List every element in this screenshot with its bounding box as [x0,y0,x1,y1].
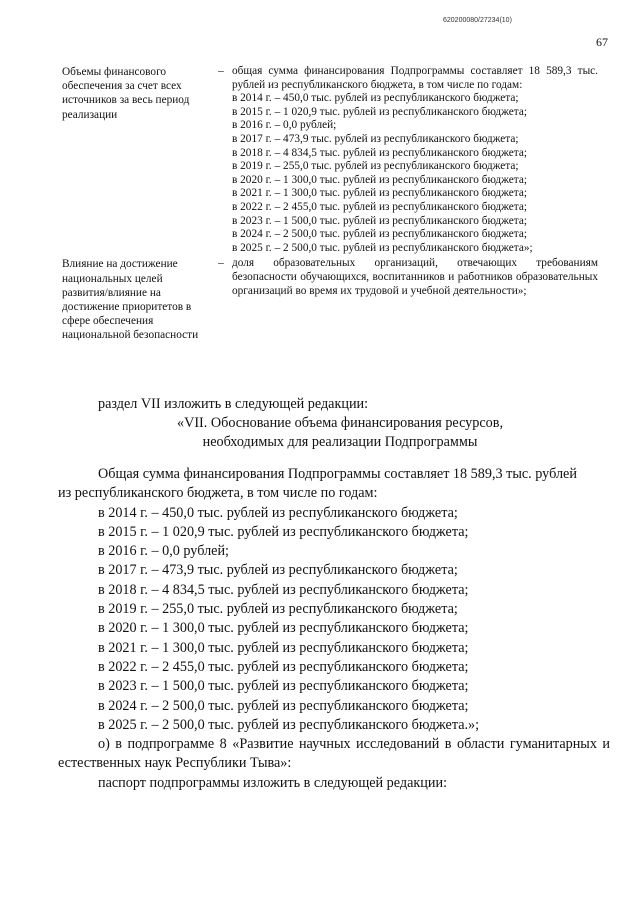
total-paragraph-line-2: из республиканского бюджета, в том числе по годам: [58,485,378,502]
financing-line: в 2023 г. – 1 500,0 тыс. рублей из республиканского бюджета; [232,214,527,227]
financing-line: в 2018 г. – 4 834,5 тыс. рублей из республиканского бюджета; [232,146,527,159]
financing-line: в 2020 г. – 1 300,0 тыс. рублей из республиканского бюджета; [232,173,527,186]
year-line: в 2016 г. – 0,0 рублей; [98,543,229,560]
passport-row-goals [58,257,598,342]
passport-table [58,65,598,343]
subprogram-8-paragraph: о) в подпрограмме 8 «Развитие научных исследований в области гуманитарных и естественных наук Республики Тыва»: [58,736,610,772]
year-line: в 2019 г. – 255,0 тыс. рублей из республиканского бюджета; [98,601,458,618]
year-line: в 2014 г. – 450,0 тыс. рублей из республиканского бюджета; [98,504,458,521]
financing-line: в 2021 г. – 1 300,0 тыс. рублей из республиканского бюджета; [232,187,527,200]
year-line: в 2015 г. – 1 020,9 тыс. рублей из республиканского бюджета; [98,523,469,540]
financing-line: в 2024 г. – 2 500,0 тыс. рублей из республиканского бюджета; [232,228,527,241]
financing-line: в 2025 г. – 2 500,0 тыс. рублей из республиканского бюджета»; [232,241,533,254]
financing-line: в 2017 г. – 473,9 тыс. рублей из республиканского бюджета; [232,132,519,145]
row-label: Объемы финансового обеспечения за счет всех источников за весь период реализации [62,66,190,121]
passport-paragraph: паспорт подпрограммы изложить в следующей редакции: [98,774,448,791]
year-line: в 2025 г. – 2 500,0 тыс. рублей из республиканского бюджета.»; [98,716,480,733]
year-line: в 2017 г. – 473,9 тыс. рублей из республиканского бюджета; [98,562,458,579]
row-dash: – [218,257,224,270]
financing-line: в 2014 г. – 450,0 тыс. рублей из республиканского бюджета; [232,92,519,105]
year-line: в 2023 г. – 1 500,0 тыс. рублей из республиканского бюджета; [98,678,469,695]
year-line: в 2018 г. – 4 834,5 тыс. рублей из республиканского бюджета; [98,581,469,598]
financing-line: в 2019 г. – 255,0 тыс. рублей из республиканского бюджета; [232,160,519,173]
section-title [150,414,530,453]
financing-intro: общая сумма финансирования Подпрограммы составляет 18 589,3 тыс. рублей из республиканского бюджета, в том числе по годам: [232,65,598,91]
main-body [58,465,610,793]
year-line: в 2022 г. – 2 455,0 тыс. рублей из республиканского бюджета; [98,658,469,675]
page-number: 67 [596,35,608,49]
year-line: в 2021 г. – 1 300,0 тыс. рублей из республиканского бюджета; [98,639,469,656]
section-intro [58,395,610,414]
financing-line: в 2015 г. – 1 020,9 тыс. рублей из республиканского бюджета; [232,105,527,118]
section-intro-text: раздел VII изложить в следующей редакции: [98,396,369,412]
year-line: в 2020 г. – 1 300,0 тыс. рублей из республиканского бюджета; [98,620,469,637]
year-line: в 2024 г. – 2 500,0 тыс. рублей из республиканского бюджета; [98,697,469,714]
financing-line: в 2022 г. – 2 455,0 тыс. рублей из республиканского бюджета; [232,200,527,213]
row-label: Влияние на достижение национальных целей развития/влияние на достижение приоритетов в сфере обеспечения национальной безопасности [62,258,199,342]
passport-row-financing [58,65,598,255]
document-code: 620200080/27234(10) [443,17,512,24]
total-paragraph-line-1: Общая сумма финансирования Подпрограммы составляет 18 589,3 тыс. рублей [98,466,577,482]
row-value: доля образовательных организаций, отвечающих требованиям безопасности обучающихся, воспитанников и работников образовательных организаций во время их трудовой и учебной деятельности»; [232,257,598,297]
row-dash: – [218,65,224,77]
row-value [232,65,598,255]
financing-line: в 2016 г. – 0,0 рублей; [232,119,337,132]
section-title-line-2: необходимых для реализации Подпрограммы [202,434,478,451]
section-title-line-1: «VII. Обоснование объема финансирования ресурсов, [176,415,504,431]
